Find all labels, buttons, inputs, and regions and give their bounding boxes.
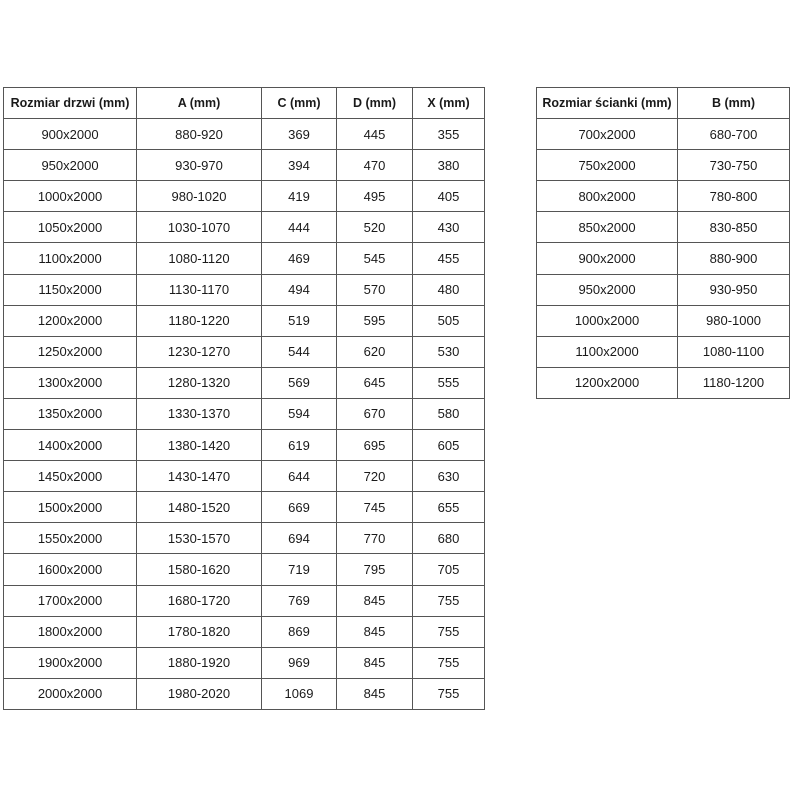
- table-cell: 1200x2000: [537, 367, 678, 398]
- table-cell: 1030-1070: [137, 212, 262, 243]
- column-header: C (mm): [262, 88, 337, 119]
- table-cell: 750x2000: [537, 150, 678, 181]
- table-cell: 620: [337, 336, 413, 367]
- table-cell: 619: [262, 430, 337, 461]
- table-cell: 845: [337, 616, 413, 647]
- table-cell: 900x2000: [537, 243, 678, 274]
- table-cell: 694: [262, 523, 337, 554]
- table-cell: 1330-1370: [137, 398, 262, 429]
- table-cell: 755: [413, 616, 485, 647]
- table-row: [4, 367, 485, 398]
- table-cell: 1250x2000: [4, 336, 137, 367]
- table-cell: 380: [413, 150, 485, 181]
- table-cell: 1450x2000: [4, 461, 137, 492]
- table-cell: 695: [337, 430, 413, 461]
- table-row: [4, 461, 485, 492]
- table-cell: 480: [413, 274, 485, 305]
- table-row: [4, 523, 485, 554]
- table-cell: 580: [413, 398, 485, 429]
- wall-table-header-row: [537, 88, 790, 119]
- table-cell: 1530-1570: [137, 523, 262, 554]
- table-cell: 880-920: [137, 119, 262, 150]
- table-cell: 900x2000: [4, 119, 137, 150]
- table-cell: 1080-1120: [137, 243, 262, 274]
- column-header: D (mm): [337, 88, 413, 119]
- table-cell: 569: [262, 367, 337, 398]
- table-cell: 1430-1470: [137, 461, 262, 492]
- table-cell: 795: [337, 554, 413, 585]
- table-cell: 1380-1420: [137, 430, 262, 461]
- column-header: A (mm): [137, 88, 262, 119]
- table-cell: 830-850: [678, 212, 790, 243]
- table-row: [4, 212, 485, 243]
- table-cell: 1150x2000: [4, 274, 137, 305]
- table-cell: 1200x2000: [4, 305, 137, 336]
- table-row: [537, 336, 790, 367]
- table-cell: 419: [262, 181, 337, 212]
- table-cell: 355: [413, 119, 485, 150]
- table-cell: 1230-1270: [137, 336, 262, 367]
- table-row: [4, 678, 485, 709]
- table-row: [4, 305, 485, 336]
- table-cell: 470: [337, 150, 413, 181]
- table-cell: 519: [262, 305, 337, 336]
- table-cell: 720: [337, 461, 413, 492]
- table-cell: 680-700: [678, 119, 790, 150]
- table-cell: 769: [262, 585, 337, 616]
- column-header: Rozmiar ścianki (mm): [537, 88, 678, 119]
- table-cell: 644: [262, 461, 337, 492]
- table-cell: 505: [413, 305, 485, 336]
- table-cell: 1480-1520: [137, 492, 262, 523]
- table-cell: 780-800: [678, 181, 790, 212]
- table-cell: 469: [262, 243, 337, 274]
- table-cell: 845: [337, 585, 413, 616]
- table-cell: 555: [413, 367, 485, 398]
- table-cell: 1580-1620: [137, 554, 262, 585]
- table-cell: 850x2000: [537, 212, 678, 243]
- table-cell: 745: [337, 492, 413, 523]
- table-cell: 730-750: [678, 150, 790, 181]
- column-header: X (mm): [413, 88, 485, 119]
- table-cell: 1400x2000: [4, 430, 137, 461]
- table-row: [537, 181, 790, 212]
- table-cell: 494: [262, 274, 337, 305]
- table-cell: 845: [337, 647, 413, 678]
- table-cell: 605: [413, 430, 485, 461]
- table-cell: 755: [413, 585, 485, 616]
- table-cell: 1050x2000: [4, 212, 137, 243]
- table-cell: 594: [262, 398, 337, 429]
- table-row: [4, 616, 485, 647]
- table-row: [4, 554, 485, 585]
- table-cell: 1900x2000: [4, 647, 137, 678]
- table-row: [4, 243, 485, 274]
- table-cell: 755: [413, 678, 485, 709]
- table-row: [4, 150, 485, 181]
- table-cell: 869: [262, 616, 337, 647]
- table-cell: 680: [413, 523, 485, 554]
- table-row: [537, 274, 790, 305]
- table-cell: 800x2000: [537, 181, 678, 212]
- table-row: [537, 212, 790, 243]
- table-row: [4, 181, 485, 212]
- table-cell: 669: [262, 492, 337, 523]
- table-cell: 1600x2000: [4, 554, 137, 585]
- table-cell: 1300x2000: [4, 367, 137, 398]
- column-header: B (mm): [678, 88, 790, 119]
- table-cell: 444: [262, 212, 337, 243]
- table-row: [4, 492, 485, 523]
- table-cell: 405: [413, 181, 485, 212]
- table-cell: 1700x2000: [4, 585, 137, 616]
- table-cell: 1550x2000: [4, 523, 137, 554]
- table-cell: 845: [337, 678, 413, 709]
- table-cell: 1100x2000: [537, 336, 678, 367]
- table-cell: 655: [413, 492, 485, 523]
- table-cell: 369: [262, 119, 337, 150]
- table-cell: 1180-1220: [137, 305, 262, 336]
- table-cell: 1680-1720: [137, 585, 262, 616]
- table-row: [537, 305, 790, 336]
- table-cell: 1000x2000: [4, 181, 137, 212]
- table-cell: 1780-1820: [137, 616, 262, 647]
- table-row: [537, 119, 790, 150]
- table-cell: 1080-1100: [678, 336, 790, 367]
- table-cell: 755: [413, 647, 485, 678]
- table-cell: 1000x2000: [537, 305, 678, 336]
- table-cell: 545: [337, 243, 413, 274]
- table-cell: 930-950: [678, 274, 790, 305]
- table-cell: 969: [262, 647, 337, 678]
- table-cell: 495: [337, 181, 413, 212]
- table-cell: 1069: [262, 678, 337, 709]
- table-cell: 1130-1170: [137, 274, 262, 305]
- table-cell: 719: [262, 554, 337, 585]
- table-row: [4, 336, 485, 367]
- table-cell: 520: [337, 212, 413, 243]
- table-cell: 2000x2000: [4, 678, 137, 709]
- column-header: Rozmiar drzwi (mm): [4, 88, 137, 119]
- table-cell: 630: [413, 461, 485, 492]
- table-row: [537, 150, 790, 181]
- table-cell: 645: [337, 367, 413, 398]
- table-cell: 1800x2000: [4, 616, 137, 647]
- table-cell: 670: [337, 398, 413, 429]
- table-row: [537, 243, 790, 274]
- table-cell: 1500x2000: [4, 492, 137, 523]
- table-row: [4, 274, 485, 305]
- table-cell: 705: [413, 554, 485, 585]
- table-cell: 570: [337, 274, 413, 305]
- wall-size-table: [536, 87, 790, 399]
- table-cell: 950x2000: [4, 150, 137, 181]
- table-row: [4, 585, 485, 616]
- table-row: [4, 647, 485, 678]
- table-cell: 430: [413, 212, 485, 243]
- table-cell: 1880-1920: [137, 647, 262, 678]
- table-cell: 1350x2000: [4, 398, 137, 429]
- table-row: [4, 398, 485, 429]
- table-cell: 544: [262, 336, 337, 367]
- table-cell: 1980-2020: [137, 678, 262, 709]
- table-row: [4, 430, 485, 461]
- table-row: [537, 367, 790, 398]
- table-cell: 980-1020: [137, 181, 262, 212]
- table-row: [4, 119, 485, 150]
- table-cell: 530: [413, 336, 485, 367]
- table-cell: 980-1000: [678, 305, 790, 336]
- door-table-header-row: [4, 88, 485, 119]
- door-size-table: [3, 87, 485, 710]
- table-cell: 700x2000: [537, 119, 678, 150]
- table-cell: 394: [262, 150, 337, 181]
- table-cell: 595: [337, 305, 413, 336]
- table-cell: 1180-1200: [678, 367, 790, 398]
- table-cell: 1280-1320: [137, 367, 262, 398]
- table-cell: 950x2000: [537, 274, 678, 305]
- table-cell: 455: [413, 243, 485, 274]
- table-cell: 445: [337, 119, 413, 150]
- table-cell: 930-970: [137, 150, 262, 181]
- table-cell: 770: [337, 523, 413, 554]
- table-cell: 1100x2000: [4, 243, 137, 274]
- table-cell: 880-900: [678, 243, 790, 274]
